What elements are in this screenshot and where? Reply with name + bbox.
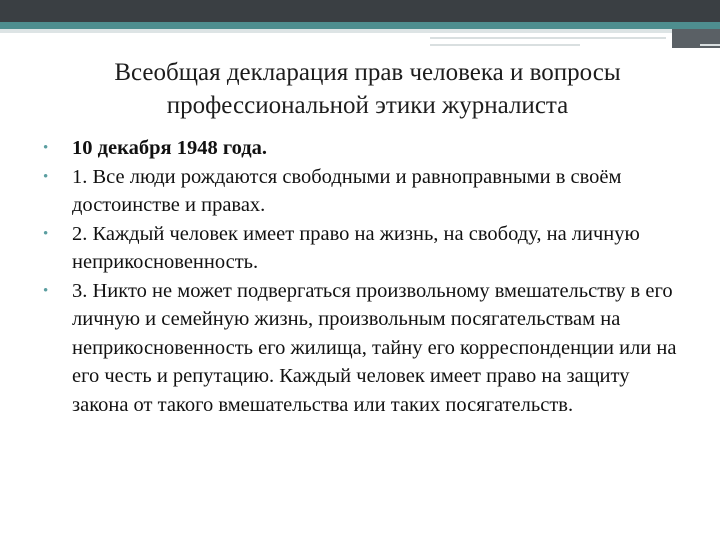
bullet-item-date	[40, 134, 690, 163]
bullet-icon: •	[43, 140, 49, 156]
header-accent-stripe	[0, 22, 720, 29]
bullet-icon: •	[43, 168, 49, 185]
slide-title-line-2: профессиональной этики журналиста	[166, 92, 569, 119]
bullet-item-article-3	[40, 277, 690, 420]
bullet-list	[40, 134, 690, 419]
bullet-icon: •	[43, 282, 49, 299]
corner-decoration	[672, 0, 720, 48]
decor-line	[430, 37, 666, 39]
header-shade-stripe	[0, 29, 720, 33]
decor-line	[430, 44, 580, 46]
slide-title	[60, 56, 675, 122]
bullet-text: 3. Никто не может подвергаться произвольному вмешательству в его личную и семейную жизнь, произвольным посягательствам на неприкосновенность его жилища, тайну его корреспонденции или на его честь и репутацию. Каждый человек имеет право на защиту закона от такого вмешательства или таких посягательств.	[72, 279, 677, 416]
decor-line	[700, 44, 720, 46]
slide-title-line-1: Всеобщая декларация прав человека и вопросы	[114, 59, 621, 86]
bullet-item-article-1	[40, 163, 690, 220]
bullet-text: 2. Каждый человек имеет право на жизнь, на свободу, на личную неприкосновенность.	[72, 222, 640, 273]
bullet-text: 10 декабря 1948 года.	[72, 137, 268, 159]
bullet-item-article-2	[40, 220, 690, 277]
bullet-text: 1. Все люди рождаются свободными и равноправными в своём достоинстве и правах.	[72, 165, 622, 216]
bullet-icon: •	[43, 225, 49, 242]
